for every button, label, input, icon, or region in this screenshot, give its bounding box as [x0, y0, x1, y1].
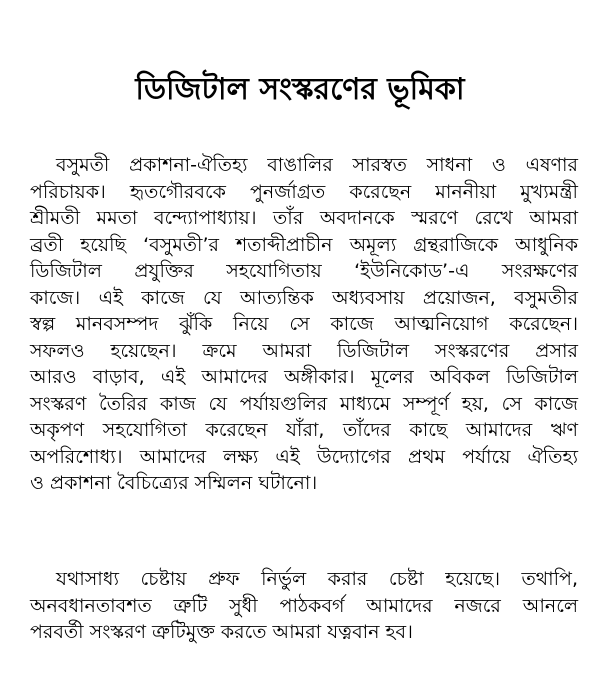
paragraph-intro [30, 152, 578, 497]
text-line: সংস্করণ তৈরির কাজ যে পর্যায়গুলির মাধ্যমে সম্পূর্ণ হয়, সে কাজে [30, 392, 578, 415]
text-line: শ্রীমতী মমতা বন্দ্যোপাধ্যায়। তাঁর অবদানকে স্মরণে রেখে আমরা [30, 207, 578, 229]
text-line: অকৃপণ সহযোগিতা করেছেন যাঁরা, তাঁদের কাছে আমাদের ঋণ [30, 419, 578, 441]
page-title: ডিজিটাল সংস্করণের ভূমিকা [135, 72, 465, 107]
text-line: কাজে। এই কাজে যে আত্যন্তিক অধ্যবসায় প্রয়োজন, বসুমতীর [30, 286, 578, 309]
text-line: পরবর্তী সংস্করণ ত্রুটিমুক্ত করতে আমরা যত্নবান হব। [30, 621, 413, 643]
text-line: যথাসাধ্য চেষ্টায় প্রুফ নির্ভুল করার চেষ্টা হয়েছে। তথাপি, [56, 568, 578, 590]
text-line: বসুমতী প্রকাশনা-ঐতিহ্য বাঙালির সারস্বত সাধনা ও এষণার [56, 154, 578, 176]
text-line: অনবধানতাবশত ত্রুটি সুধী পাঠকবর্গ আমাদের নজরে আনলে [30, 594, 578, 617]
text-line: আরও বাড়াব, এই আমাদের অঙ্গীকার। মূলের অবিকল ডিজিটাল [30, 366, 578, 388]
text-line: ব্রতী হয়েছি ‘বসুমতী’র শতাব্দীপ্রাচীন অমূল্য গ্রন্থরাজিকে আধুনিক [30, 233, 578, 256]
text-line: ও প্রকাশনা বৈচিত্র্যের সম্মিলন ঘটানো। [30, 472, 318, 494]
text-line: অপরিশোধ্য। আমাদের লক্ষ্য এই উদ্যোগের প্রথম পর্যায়ে ঐতিহ্য [30, 445, 578, 468]
text-line: পরিচায়ক। হৃতগৌরবকে পুনর্জাগ্রত করেছেন মাননীয়া মুখ্যমন্ত্রী [30, 180, 578, 203]
text-line: সফলও হয়েছেন। ক্রমে আমরা ডিজিটাল সংস্করণের প্রসার [30, 339, 578, 362]
paragraph-proof-note [30, 566, 578, 646]
text-line: স্বল্প মানবসম্পদ ঝুঁকি নিয়ে সে কাজে আত্মনিয়োগ করেছেন। [30, 313, 578, 335]
text-line: ডিজিটাল প্রযুক্তির সহযোগিতায় ‘ইউনিকোড’-এ সংরক্ষণের [30, 260, 578, 282]
